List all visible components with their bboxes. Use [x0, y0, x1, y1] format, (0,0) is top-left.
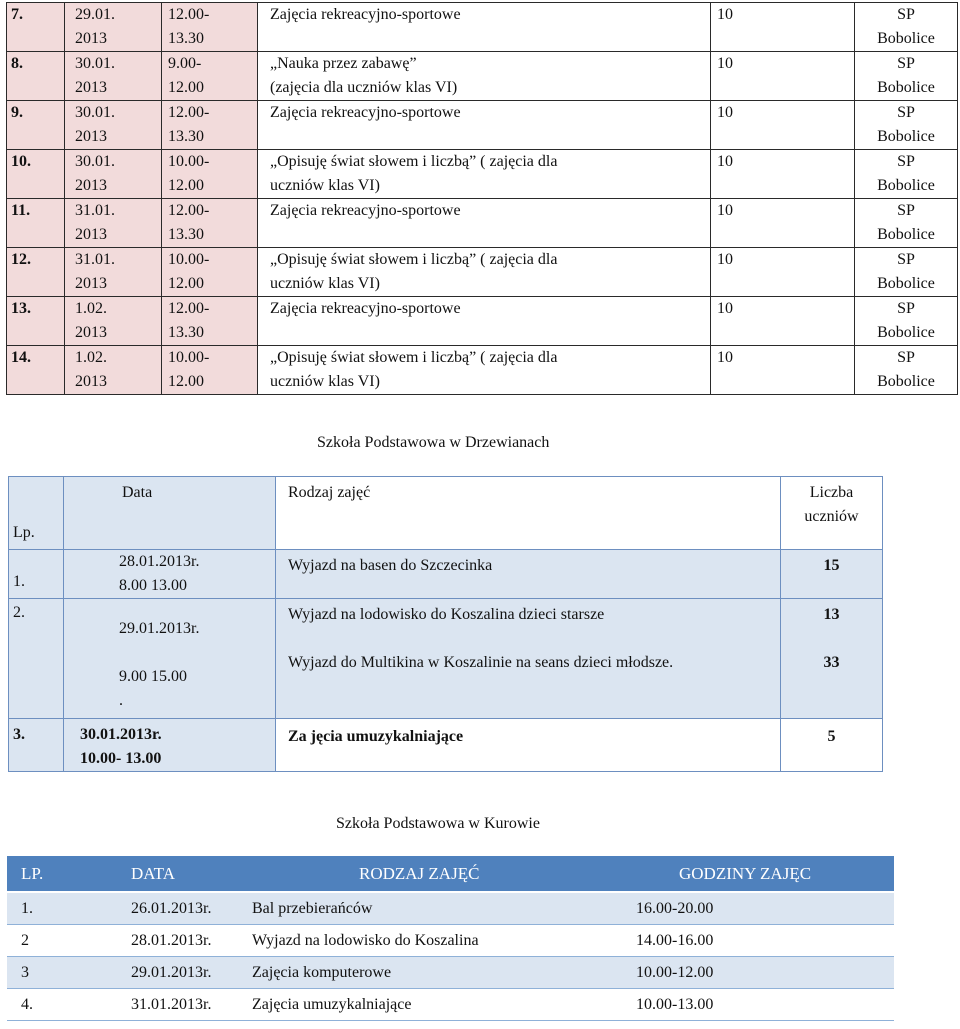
- row-hours: 12.00- 13.30: [162, 101, 258, 150]
- row-date: 28.01.2013r.: [67, 925, 252, 957]
- row-hours: 16.00-20.00: [634, 892, 894, 924]
- header-rodzaj: RODZAJ ZAJĘĆ: [252, 856, 634, 892]
- table-row: [7, 248, 958, 297]
- row-count: 10: [711, 346, 855, 395]
- row-number: 10.: [7, 150, 65, 199]
- row-place: SP Bobolice: [855, 346, 958, 395]
- row-count: 10: [711, 150, 855, 199]
- table-row: [7, 346, 958, 395]
- row-hours: 10.00-12.00: [634, 957, 894, 989]
- row-lp: 1.: [7, 892, 67, 924]
- row-lp: 4.: [7, 989, 67, 1021]
- row-date: 31.01. 2013: [65, 248, 162, 297]
- row-count: 10: [711, 101, 855, 150]
- row-place: SP Bobolice: [855, 101, 958, 150]
- header-rodzaj: Rodzaj zajęć: [276, 477, 781, 550]
- row-activity: Zajęcia rekreacyjno-sportowe: [258, 297, 711, 346]
- row-date: 26.01.2013r.: [67, 892, 252, 924]
- row-hours: 9.00- 12.00: [162, 52, 258, 101]
- row-date: 28.01.2013r. 8.00 13.00: [64, 550, 276, 599]
- header-godziny: GODZINY ZAJĘC: [634, 856, 894, 892]
- row-count: 10: [711, 248, 855, 297]
- row-hours: 10.00- 12.00: [162, 248, 258, 297]
- row-hours: 14.00-16.00: [634, 925, 894, 957]
- table-row: [7, 989, 894, 1021]
- table-row: [9, 719, 883, 772]
- activities-table-kurowo: [7, 856, 894, 1021]
- row-date: 31.01.2013r.: [67, 989, 252, 1021]
- row-count: 5: [781, 719, 883, 772]
- row-activity: Wyjazd na lodowisko do Koszalina: [252, 925, 634, 957]
- row-date: 31.01. 2013: [65, 199, 162, 248]
- row-date: 30.01. 2013: [65, 101, 162, 150]
- row-date: 30.01. 2013: [65, 150, 162, 199]
- row-lp: 3.: [9, 719, 64, 772]
- table-row: [7, 150, 958, 199]
- row-place: SP Bobolice: [855, 199, 958, 248]
- row-number: 11.: [7, 199, 65, 248]
- row-activity: „Opisuję świat słowem i liczbą” ( zajęcia dla uczniów klas VI): [258, 248, 711, 297]
- row-date: 30.01.2013r. 10.00- 13.00: [64, 719, 276, 772]
- row-activity: Zajęcia rekreacyjno-sportowe: [258, 3, 711, 52]
- table-row: [7, 297, 958, 346]
- row-place: SP Bobolice: [855, 248, 958, 297]
- row-count: 10: [711, 199, 855, 248]
- row-place: SP Bobolice: [855, 52, 958, 101]
- row-date: 29.01.2013r.: [67, 957, 252, 989]
- row-place: SP Bobolice: [855, 3, 958, 52]
- row-number: 7.: [7, 3, 65, 52]
- header-data: DATA: [67, 856, 252, 892]
- row-number: 13.: [7, 297, 65, 346]
- row-date: 1.02. 2013: [65, 346, 162, 395]
- row-hours: 12.00- 13.30: [162, 199, 258, 248]
- row-date: 29.01. 2013: [65, 3, 162, 52]
- table-row: [7, 957, 894, 989]
- row-activity: Zajęcia komputerowe: [252, 957, 634, 989]
- header-data: Data: [64, 477, 276, 550]
- row-lp: 3: [7, 957, 67, 989]
- row-hours: 12.00- 13.30: [162, 3, 258, 52]
- row-count: [781, 599, 883, 719]
- row-count: 10: [711, 52, 855, 101]
- row-activity: Zajęcia rekreacyjno-sportowe: [258, 101, 711, 150]
- row-hours: 10.00- 12.00: [162, 150, 258, 199]
- row-activity: Zajęcia rekreacyjno-sportowe: [258, 199, 711, 248]
- row-lp: 2: [7, 925, 67, 957]
- table-row: [7, 925, 894, 957]
- table-row: [7, 892, 894, 924]
- row-number: 12.: [7, 248, 65, 297]
- row-activity: Zajęcia umuzykalniające: [252, 989, 634, 1021]
- row-date: 30.01. 2013: [65, 52, 162, 101]
- row-activity: „Opisuję świat słowem i liczbą” ( zajęcia dla uczniów klas VI): [258, 150, 711, 199]
- row-activity-line: Wyjazd do Multikina w Koszalinie na seans dzieci młodsze.: [288, 654, 674, 671]
- section-title-drzewiany: Szkoła Podstawowa w Drzewianach: [317, 434, 550, 451]
- section-title-kurowo: Szkoła Podstawowa w Kurowie: [336, 815, 540, 832]
- activities-table-drzewiany: [8, 476, 883, 772]
- row-place: SP Bobolice: [855, 150, 958, 199]
- row-hours: 12.00- 13.30: [162, 297, 258, 346]
- row-date: 1.02. 2013: [65, 297, 162, 346]
- row-hours: 10.00-13.00: [634, 989, 894, 1021]
- row-activity: Wyjazd na basen do Szczecinka: [276, 550, 781, 599]
- table-row: [7, 52, 958, 101]
- row-activity-line: Wyjazd na lodowisko do Koszalina dzieci starsze: [288, 606, 605, 623]
- row-count: 15: [781, 550, 883, 599]
- activities-table-bobolice: [6, 2, 958, 395]
- table-row: [7, 101, 958, 150]
- header-lp: Lp.: [9, 477, 64, 550]
- row-count-value: 33: [823, 654, 840, 671]
- table-row: [7, 199, 958, 248]
- row-activity: Bal przebierańców: [252, 892, 634, 924]
- table-row: [9, 550, 883, 599]
- row-activity: [276, 599, 781, 719]
- table-row: [7, 3, 958, 52]
- row-count-value: 13: [823, 606, 840, 623]
- row-count: 10: [711, 297, 855, 346]
- header-lp: LP.: [7, 856, 67, 892]
- row-lp: 1.: [9, 550, 64, 599]
- row-hours: 10.00- 12.00: [162, 346, 258, 395]
- table-row: [9, 599, 883, 719]
- row-activity: „Nauka przez zabawę” (zajęcia dla uczniów klas VI): [258, 52, 711, 101]
- row-count: 10: [711, 3, 855, 52]
- row-number: 14.: [7, 346, 65, 395]
- row-activity: Za jęcia umuzykalniające: [276, 719, 781, 772]
- header-liczba: Liczba uczniów: [781, 477, 883, 550]
- row-lp: 2.: [9, 599, 64, 719]
- row-number: 9.: [7, 101, 65, 150]
- row-activity: „Opisuję świat słowem i liczbą” ( zajęcia dla uczniów klas VI): [258, 346, 711, 395]
- row-place: SP Bobolice: [855, 297, 958, 346]
- row-number: 8.: [7, 52, 65, 101]
- row-date: 29.01.2013r. 9.00 15.00 .: [64, 599, 276, 719]
